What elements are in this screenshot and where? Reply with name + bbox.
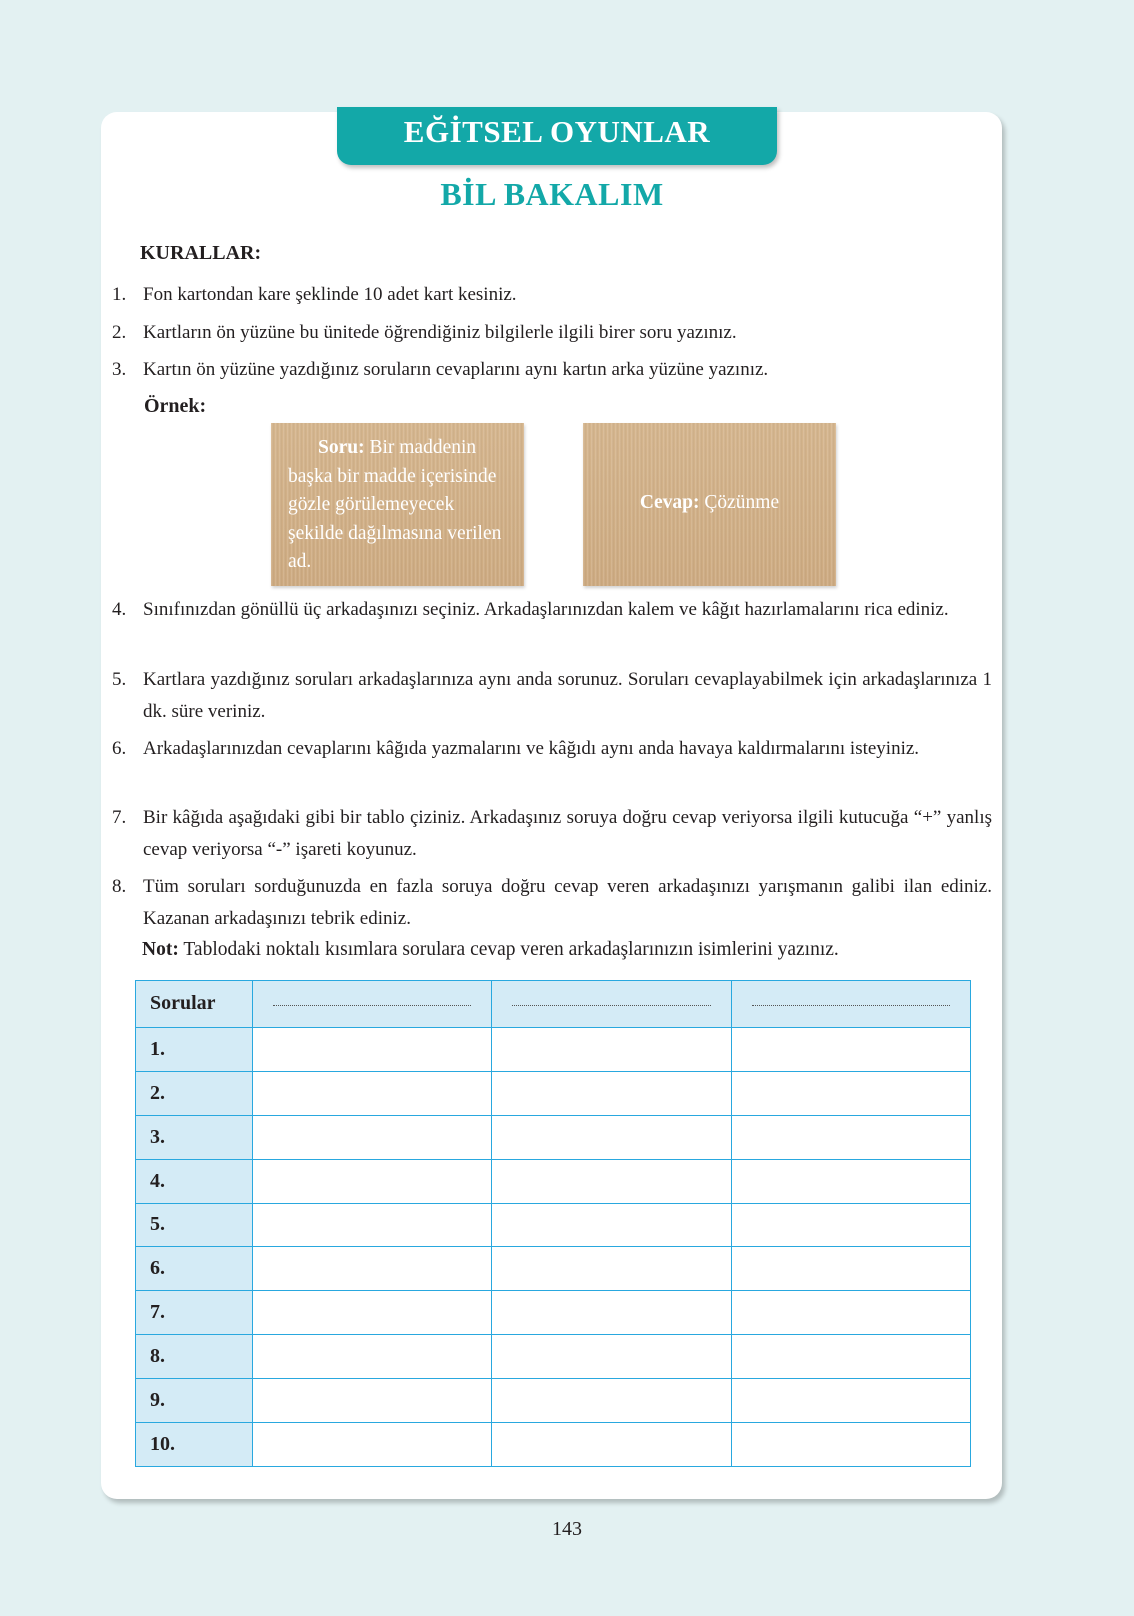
rule-text: Kartların ön yüzüne bu ünitede öğrendiğiniz bilgilerle ilgili birer soru yazınız. [143,322,737,343]
rule-item [112,802,992,866]
table-row [136,1291,971,1335]
question-card [271,423,524,586]
rule-item [112,317,992,349]
answer-text: Çözünme [704,492,780,513]
rule-item [112,594,992,626]
question-number: 1. [136,1027,253,1071]
answer-cell[interactable] [253,1159,492,1203]
table-row [136,1335,971,1379]
rule-text: Bir kâğıda aşağıdaki gibi bir tablo çiziniz. Arkadaşınız soruya doğru cevap veriyorsa ilgili kutucuğa “+” yanlış cevap veriyorsa “-” işareti koyunuz. [143,807,992,860]
note-text: Tablodaki noktalı kısımlara sorulara cevap veren arkadaşlarınızın isimlerini yazınız. [183,939,839,960]
rule-text: Kartın ön yüzüne yazdığınız soruların cevaplarını aynı kartın arka yüzüne yazınız. [143,359,769,380]
rule-number: 5. [112,669,127,690]
answer-cell[interactable] [492,1071,731,1115]
rules-heading: KURALLAR: [140,242,262,264]
answer-cell[interactable] [731,1422,970,1466]
score-table [135,980,971,1467]
answer-cell[interactable] [253,1115,492,1159]
rule-text: Arkadaşlarınızdan cevaplarını kâğıda yazmalarını ve kâğıdı aynı anda havaya kaldırmalarını isteyiniz. [143,738,920,759]
rule-number: 1. [112,284,127,305]
question-number: 4. [136,1159,253,1203]
participant-name-slot[interactable] [492,981,731,1028]
question-number: 7. [136,1291,253,1335]
table-row [136,1115,971,1159]
rule-item [112,279,992,311]
rule-item [112,664,992,728]
rule-item [112,354,992,386]
answer-label: Cevap: [639,492,700,513]
table-header-row [136,981,971,1028]
answer-cell[interactable] [253,1335,492,1379]
rule-number: 6. [112,738,127,759]
answer-cell[interactable] [731,1203,970,1247]
answer-cell[interactable] [731,1335,970,1379]
rule-number: 4. [112,599,127,620]
activity-title: BİL BAKALIM [440,176,664,212]
answer-cell[interactable] [731,1115,970,1159]
answer-cell[interactable] [492,1291,731,1335]
answer-cell[interactable] [253,1422,492,1466]
answer-cell[interactable] [731,1291,970,1335]
question-text: Bir maddenin başka bir madde içerisinde gözle görülemeyecek şekilde dağılmasına verilen ad. [288,437,502,572]
rule-text: Tüm soruları sorduğunuzda en fazla soruya doğru cevap veren arkadaşınızı yarışmanın galibi ilan ediniz. Kazanan arkadaşınızı tebrik ediniz. [143,876,992,929]
rule-item [112,733,992,765]
answer-card [583,423,836,586]
answer-cell[interactable] [253,1247,492,1291]
table-row [136,1027,971,1071]
answer-cell[interactable] [731,1071,970,1115]
answer-cell[interactable] [731,1247,970,1291]
note-label: Not: [142,939,179,960]
answer-cell[interactable] [253,1071,492,1115]
question-number: 6. [136,1247,253,1291]
question-number: 2. [136,1071,253,1115]
rule-text: Sınıfınızdan gönüllü üç arkadaşınızı seçiniz. Arkadaşlarınızdan kalem ve kâğıt hazırlamalarını rica ediniz. [143,599,949,620]
question-number: 8. [136,1335,253,1379]
answer-cell[interactable] [492,1027,731,1071]
table-row [136,1422,971,1466]
answer-cell[interactable] [492,1335,731,1379]
note [142,939,839,961]
answer-cell[interactable] [253,1027,492,1071]
rule-number: 7. [112,807,127,828]
table-row [136,1203,971,1247]
answer-cell[interactable] [731,1159,970,1203]
rule-number: 8. [112,876,127,897]
table-row [136,1159,971,1203]
question-number: 3. [136,1115,253,1159]
participant-name-slot[interactable] [253,981,492,1028]
table-header-label: Sorular [136,981,253,1028]
answer-cell[interactable] [492,1203,731,1247]
answer-cell[interactable] [492,1422,731,1466]
rule-number: 3. [112,359,127,380]
table-row [136,1071,971,1115]
page-number: 143 [552,1518,582,1540]
answer-cell[interactable] [492,1159,731,1203]
rule-text: Fon kartondan kare şeklinde 10 adet kart kesiniz. [143,284,517,305]
answer-cell[interactable] [731,1379,970,1423]
answer-cell[interactable] [731,1027,970,1071]
answer-cell[interactable] [492,1115,731,1159]
rule-item [112,871,992,935]
question-number: 10. [136,1422,253,1466]
answer-cell[interactable] [492,1247,731,1291]
question-label: Soru: [318,437,365,458]
answer-cell[interactable] [253,1379,492,1423]
answer-cell[interactable] [492,1379,731,1423]
table-row [136,1379,971,1423]
example-label: Örnek: [144,395,207,417]
answer-cell[interactable] [253,1203,492,1247]
question-number: 5. [136,1203,253,1247]
rule-text: Kartlara yazdığınız soruları arkadaşlarınıza aynı anda sorunuz. Soruları cevaplayabilmek için arkadaşlarınıza 1 dk. süre veriniz. [143,669,992,722]
rule-number: 2. [112,322,127,343]
section-title: EĞİTSEL OYUNLAR [337,107,777,165]
question-number: 9. [136,1379,253,1423]
table-row [136,1247,971,1291]
answer-cell[interactable] [253,1291,492,1335]
participant-name-slot[interactable] [731,981,970,1028]
